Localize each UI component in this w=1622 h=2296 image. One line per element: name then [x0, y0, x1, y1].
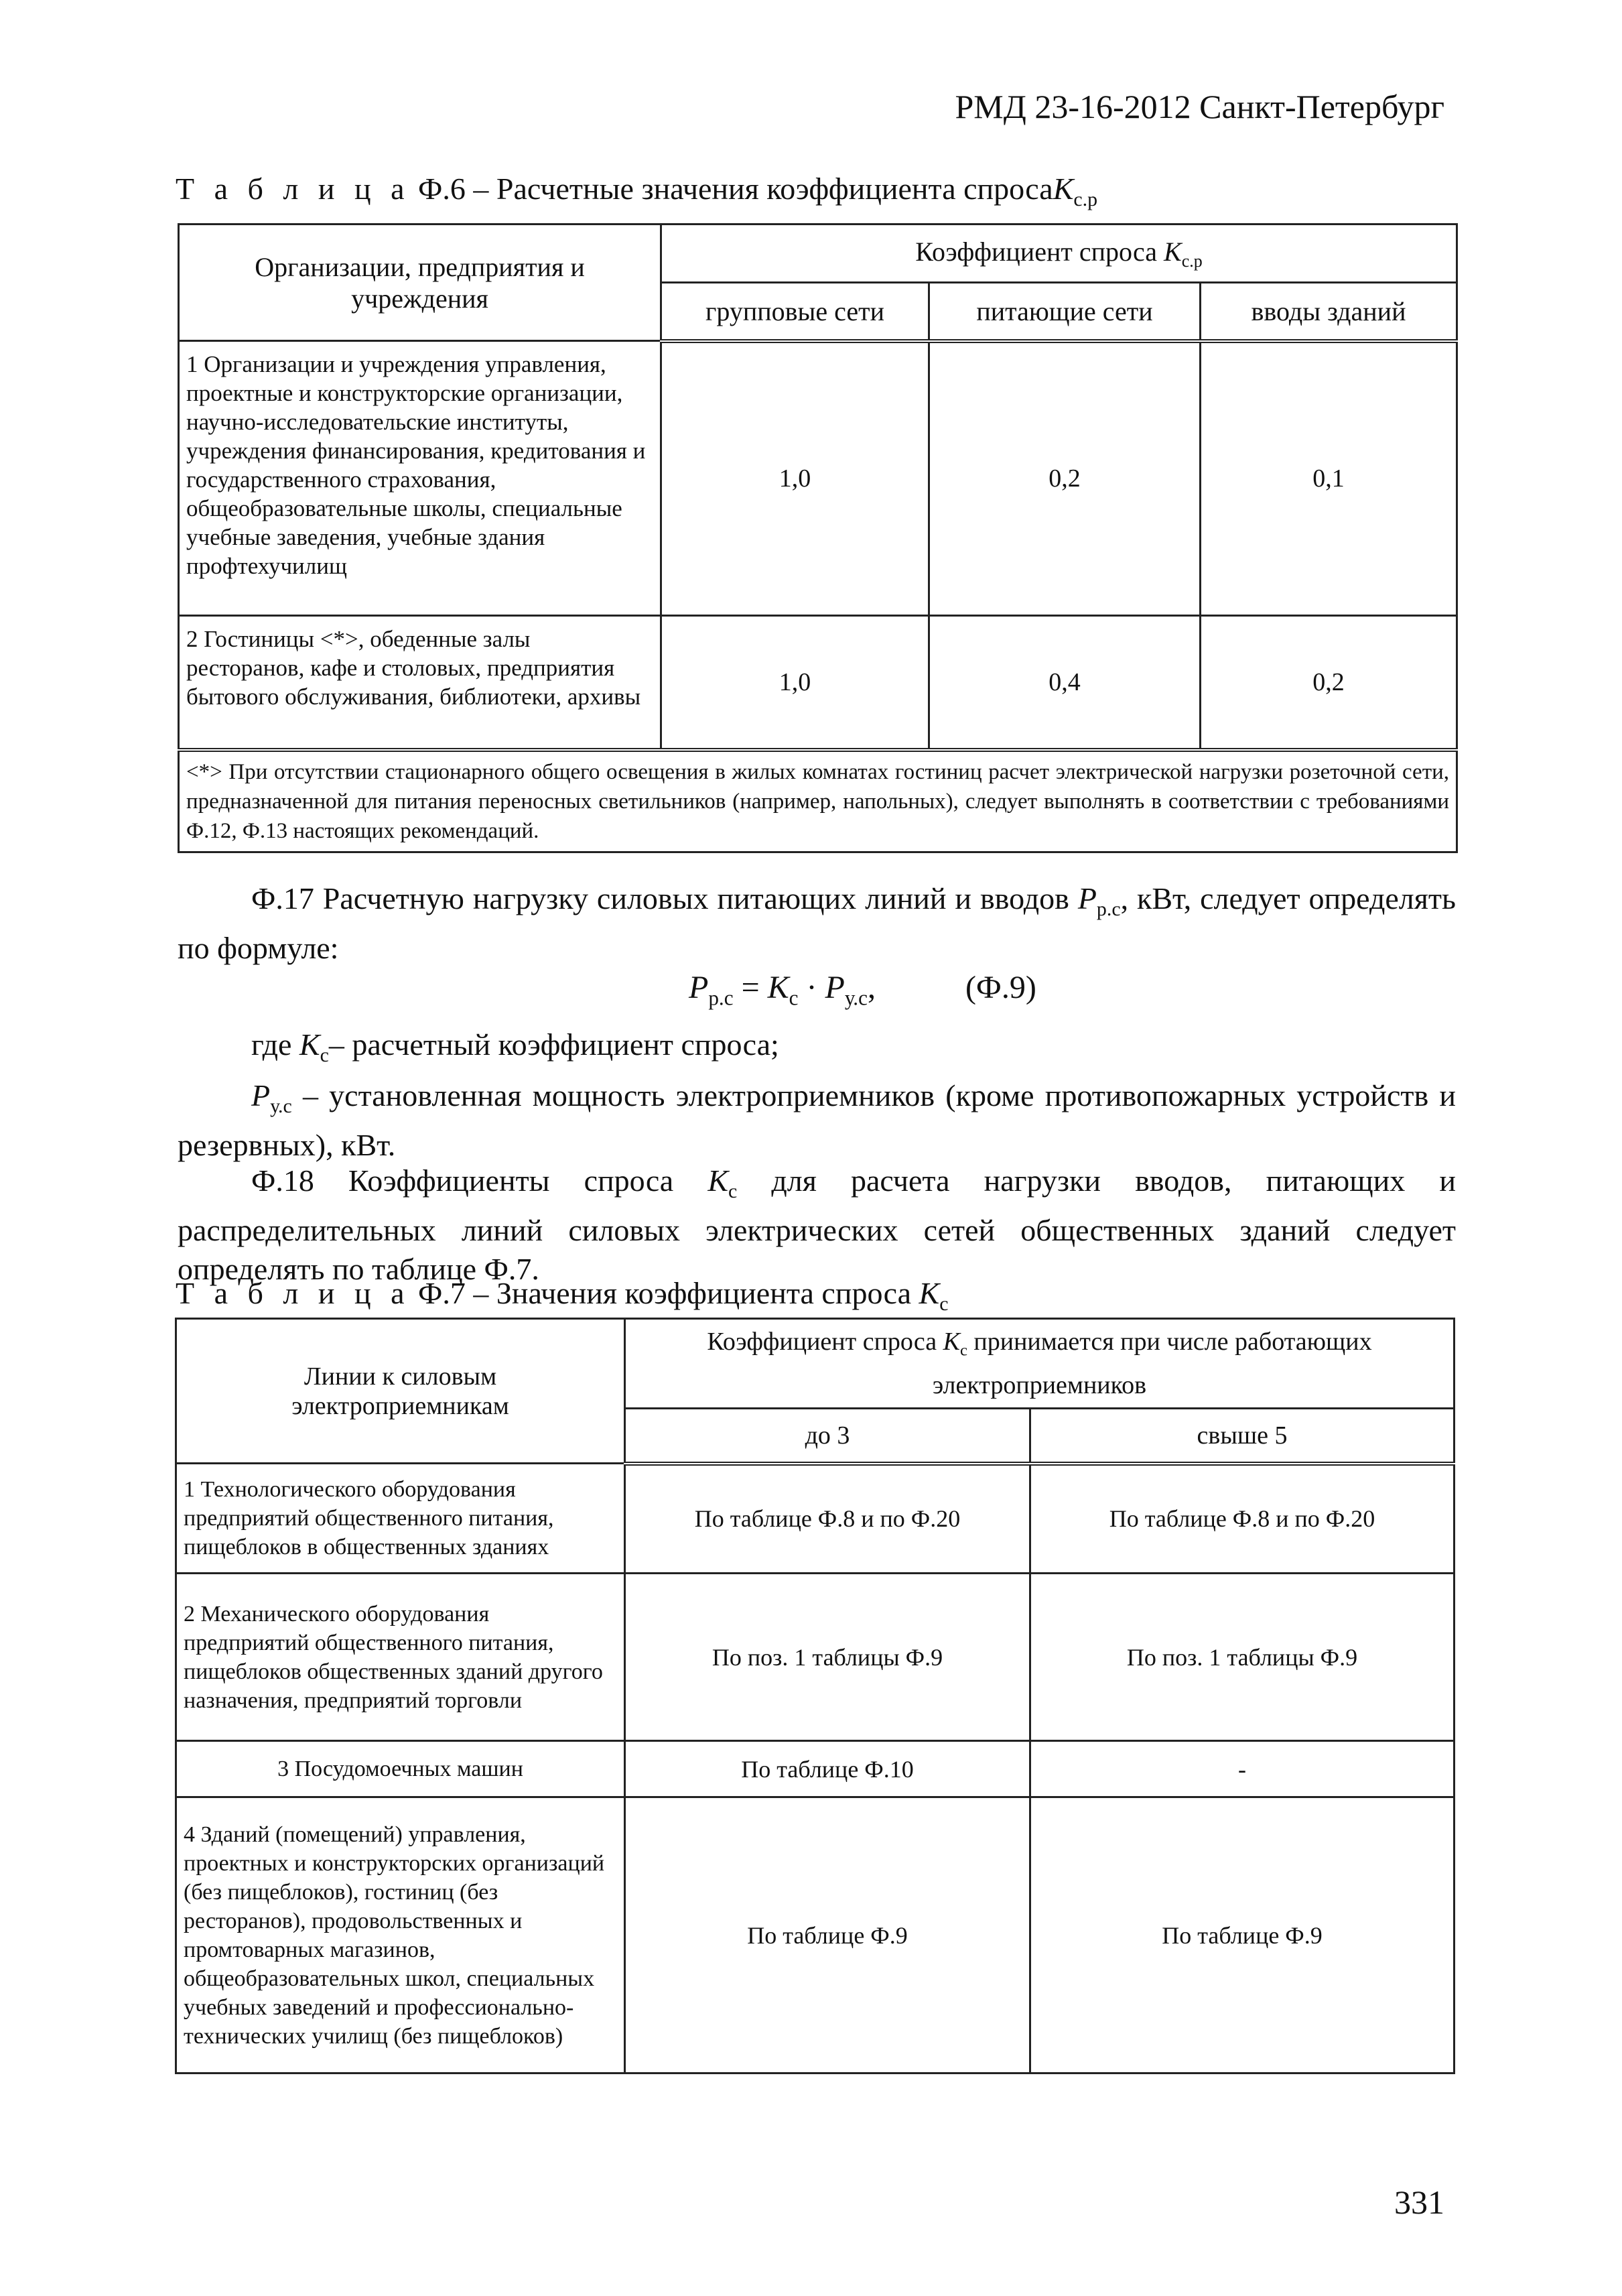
table2-header-coefficient [625, 1319, 1455, 1409]
p17-text-after: , кВт, следует определять по формуле: [178, 881, 1456, 966]
page-number: 331 [1394, 2183, 1444, 2221]
table2-row3-over-5: - [1030, 1741, 1455, 1797]
table1-row2-inputs: 0,2 [1201, 616, 1457, 750]
table-row [176, 1741, 1455, 1797]
demand-coefficient-table [178, 223, 1458, 853]
formula-comma: , [867, 970, 876, 1005]
table1-header-group-networks: групповые сети [661, 283, 929, 341]
table1-row1-feeding: 0,2 [929, 341, 1201, 616]
table1-row2-org: 2 Гостиницы <*>, обеденные залы ресторанов, кафе и столовых, предприятия бытового обслуживания, библиотеки, архивы [179, 616, 661, 750]
formula-p: P [825, 970, 845, 1005]
p17-symbol: P [1077, 881, 1097, 915]
table1-caption [176, 171, 1097, 211]
table2-header-coefficient-symbol: K [943, 1327, 960, 1356]
table1-footnote: <*> При отсутствии стационарного общего освещения в жилых комнатах гостиниц расчет электрической нагрузки розеточной сети, предназначенной для питания переносных светильников (например, напольных), следует выполнять в соответствии с требованиями Ф.12, Ф.13 настоящих рекомендаций. [179, 750, 1457, 852]
table2-header-coefficient-after: принимается при числе работающих электроприемников [932, 1327, 1372, 1400]
formula-f9 [689, 969, 1036, 1011]
table2-header-up-to-3: до 3 [625, 1409, 1030, 1464]
table2-row1-up-to-3: По таблице Ф.8 и по Ф.20 [625, 1464, 1030, 1574]
where1-prefix: где [251, 1027, 292, 1062]
table-row [176, 1574, 1455, 1741]
table1-row1-inputs: 0,1 [1201, 341, 1457, 616]
table2-header-over-5: свыше 5 [1030, 1409, 1455, 1464]
table-row [179, 341, 1457, 616]
table1-caption-subscript: с.р [1073, 188, 1098, 211]
table-row [179, 616, 1457, 750]
where2-symbol: P [251, 1078, 271, 1112]
table1-header-feeding-networks: питающие сети [929, 283, 1201, 341]
formula-lhs-subscript: р.с [708, 986, 734, 1010]
where-kc [251, 1025, 779, 1075]
table-row [176, 1464, 1455, 1574]
formula-k: K [767, 970, 789, 1005]
table2-caption [176, 1275, 948, 1316]
table1-header-coefficient-label: Коэффициент спроса [915, 236, 1158, 267]
table1-row1-org: 1 Организации и учреждения управления, проектные и конструкторские организации, научно-исследовательские институты, учреждения финансирования, кредитования и государственного страхования, общеобразовательные школы, специальные учебные заведения, учебные здания профтехучилищ [179, 341, 661, 616]
p18-text-before: Ф.18 Коэффициенты спроса [251, 1163, 674, 1198]
demand-coefficient-table-f7 [175, 1318, 1455, 2074]
formula-number: (Ф.9) [965, 970, 1036, 1005]
table2-row3-line: 3 Посудомоечных машин [176, 1741, 625, 1797]
table2-row4-over-5: По таблице Ф.9 [1030, 1797, 1455, 2074]
table2-caption-label: Т а б л и ц а [176, 1276, 411, 1310]
table2-header-lines: Линии к силовым электроприемникам [176, 1319, 625, 1464]
where2-text: – установленная мощность электроприемников (кроме противопожарных устройств и резервных), кВт. [178, 1078, 1456, 1163]
table-row [179, 750, 1457, 852]
formula-equals-sign: = [741, 970, 760, 1005]
table1-header-coefficient-symbol: K [1164, 236, 1182, 267]
p17-subscript: р.с [1096, 898, 1121, 921]
p17-text-before: Ф.17 Расчетную нагрузку силовых питающих линий и вводов [251, 881, 1069, 915]
paragraph-f18 [178, 1161, 1456, 1289]
formula-k-subscript: с [789, 986, 799, 1010]
where1-subscript: с [320, 1044, 329, 1067]
table2-caption-number: Ф.7 [418, 1276, 466, 1310]
where2-subscript: у.с [270, 1095, 292, 1118]
table1-caption-number: Ф.6 [418, 172, 466, 206]
table-row [176, 1797, 1455, 2074]
table2-row3-up-to-3: По таблице Ф.10 [625, 1741, 1030, 1797]
where-pyc [178, 1076, 1456, 1165]
formula-multiply-dot: · [806, 970, 817, 1005]
table1-caption-text: – Расчетные значения коэффициента спроса [473, 172, 1053, 206]
p18-symbol: K [707, 1163, 728, 1198]
table2-header-coefficient-subscript: с [959, 1341, 967, 1360]
table2-row2-up-to-3: По поз. 1 таблицы Ф.9 [625, 1574, 1030, 1741]
formula-p-subscript: у.с [844, 986, 868, 1010]
table1-header-coefficient [661, 225, 1457, 283]
table2-row2-line: 2 Механического оборудования предприятий общественного питания, пищеблоков общественных зданий другого назначения, предприятий торговли [176, 1574, 625, 1741]
table2-header-coefficient-before: Коэффициент спроса [707, 1327, 937, 1356]
table1-header-building-inputs: вводы зданий [1201, 283, 1457, 341]
table2-caption-subscript: с [939, 1293, 949, 1316]
table1-row1-group: 1,0 [661, 341, 929, 616]
table1-row2-feeding: 0,4 [929, 616, 1201, 750]
table1-header-coefficient-subscript: с.р [1181, 251, 1203, 271]
p18-text-after: для расчета нагрузки вводов, питающих и распределительных линий силовых электрических сетей общественных зданий следует определять по таблице Ф.7. [178, 1163, 1456, 1287]
table2-row1-over-5: По таблице Ф.8 и по Ф.20 [1030, 1464, 1455, 1574]
table1-caption-symbol: K [1053, 172, 1074, 206]
table2-row1-line: 1 Технологического оборудования предприятий общественного питания, пищеблоков в общественных зданиях [176, 1464, 625, 1574]
table1-row2-group: 1,0 [661, 616, 929, 750]
formula-lhs: P [689, 970, 709, 1005]
where1-text: – расчетный коэффициент спроса; [328, 1027, 779, 1062]
table2-row2-over-5: По поз. 1 таблицы Ф.9 [1030, 1574, 1455, 1741]
table1-caption-label: Т а б л и ц а [176, 172, 411, 206]
where1-symbol: K [299, 1027, 320, 1062]
table2-caption-symbol: K [919, 1276, 940, 1310]
table1-header-organizations: Организации, предприятия и учреждения [179, 225, 661, 341]
table2-row4-line: 4 Зданий (помещений) управления, проектных и конструкторских организаций (без пищеблоков), гостиниц (без ресторанов), продовольственных и промтоварных магазинов, общеобразовательных школ, специальных учебных заведений и профессионально-технических училищ (без пищеблоков) [176, 1797, 625, 2074]
page-header: РМД 23-16-2012 Санкт-Петербург [955, 88, 1444, 125]
table2-caption-text: – Значения коэффициента спроса [473, 1276, 911, 1310]
paragraph-f17 [178, 879, 1456, 968]
p18-subscript: с [728, 1180, 738, 1203]
table2-row4-up-to-3: По таблице Ф.9 [625, 1797, 1030, 2074]
